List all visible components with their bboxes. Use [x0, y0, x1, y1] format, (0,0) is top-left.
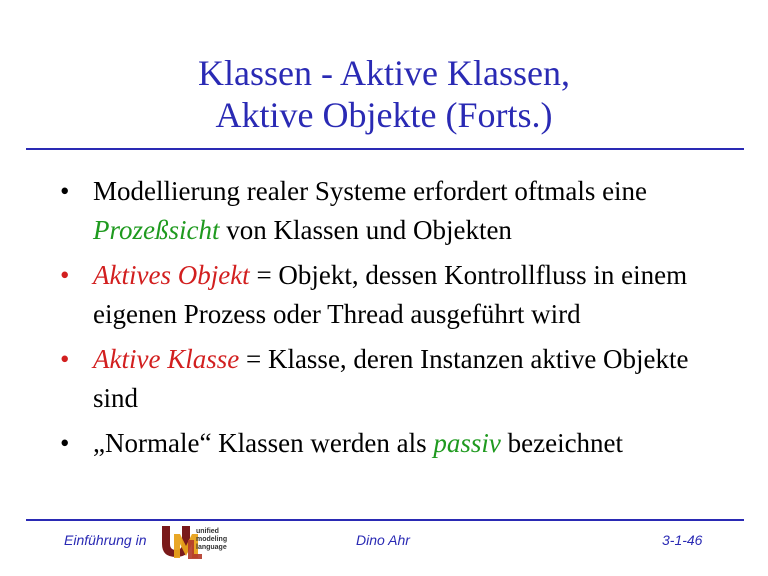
footer-author: Dino Ahr: [356, 532, 410, 548]
bullet-icon: •: [60, 344, 70, 374]
footer-course-label: Einführung in: [64, 532, 147, 548]
uml-logo-text: unified modeling language: [196, 528, 228, 551]
bullet-icon: •: [60, 176, 70, 206]
bullet-text: von Klassen und Objekten: [219, 215, 512, 245]
bullet-text: bezeichnet: [500, 428, 624, 458]
bullet-highlight: passiv: [433, 428, 501, 458]
bullet-item-3: [60, 340, 740, 418]
bullet-item-4: [60, 424, 740, 463]
bullet-text: = Objekt, dessen Kontrollfluss in einem eigenen Prozess oder Thread ausgeführt wird: [93, 260, 688, 329]
bullet-text: = Klasse, deren Instanzen aktive Objekte sind: [93, 344, 689, 413]
bullet-list: [60, 172, 740, 469]
bullet-text: „Normale“ Klassen werden als: [93, 428, 434, 458]
bullet-item-2: [60, 256, 740, 334]
footer-divider: [26, 519, 744, 521]
bullet-text: Modellierung realer Systeme erfordert oftmals eine: [93, 176, 648, 206]
bullet-icon: •: [60, 260, 70, 290]
slide-title-line1: Klassen - Aktive Klassen,: [198, 53, 570, 93]
bullet-icon: •: [60, 428, 70, 458]
slide-title-line2: Aktive Objekte (Forts.): [215, 95, 553, 135]
title-divider: [26, 148, 744, 150]
slide-title: [0, 52, 768, 136]
bullet-highlight: Aktives Objekt: [93, 260, 250, 290]
bullet-item-1: [60, 172, 740, 250]
footer-page-number: 3-1-46: [662, 532, 703, 548]
bullet-highlight: Prozeßsicht: [93, 215, 220, 245]
bullet-highlight: Aktive Klasse: [93, 344, 240, 374]
